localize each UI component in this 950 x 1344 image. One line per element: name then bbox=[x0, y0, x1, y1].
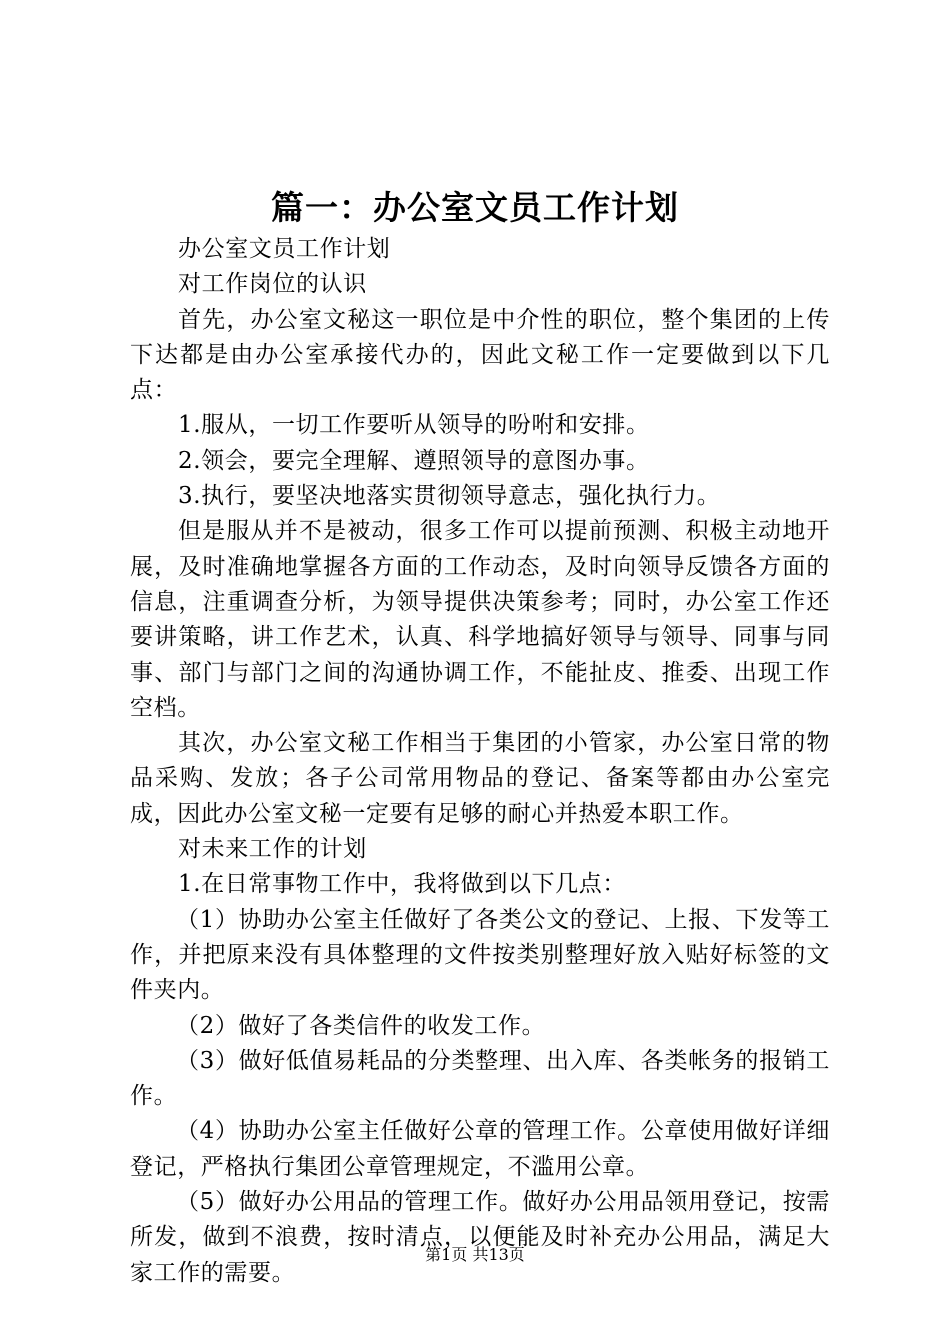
list-item-understand: 2.领会，要完全理解、遵照领导的意图办事。 bbox=[178, 447, 650, 474]
list-item-execute: 3.执行，要坚决地落实贯彻领导意志，强化执行力。 bbox=[178, 483, 721, 510]
page-footer: 第1页 共13页 bbox=[425, 1245, 525, 1264]
paragraph-heading-plan: 办公室文员工作计划 bbox=[178, 236, 391, 262]
list-item-documents: （1）协助办公室主任做好了各类公文的登记、上报、下发等工作，并把原来没有具体整理的文件按类别整理好放入贴好标签的文件夹内。 bbox=[130, 906, 830, 1004]
list-item-daily-work: 1.在日常事物工作中，我将做到以下几点： bbox=[178, 871, 626, 898]
paragraph-heading-future: 对未来工作的计划 bbox=[178, 836, 367, 863]
list-item-seals: （4）协助办公室主任做好公章的管理工作。公章使用做好详细登记，严格执行集团公章管理规定，不滥用公章。 bbox=[130, 1118, 830, 1180]
paragraph-first: 首先，办公室文秘这一职位是中介性的职位，整个集团的上传下达都是由办公室承接代办的，因此文秘工作一定要做到以下几点： bbox=[130, 306, 830, 404]
paragraph-second: 其次，办公室文秘工作相当于集团的小管家，办公室日常的物品采购、发放；各子公司常用物品的登记、备案等都由办公室完成，因此办公室文秘一定要有足够的耐心并热爱本职工作。 bbox=[130, 730, 830, 827]
paragraph-heading-role: 对工作岗位的认识 bbox=[178, 271, 367, 298]
document-title: 篇一：办公室文员工作计划 bbox=[271, 188, 679, 227]
list-item-obey: 1.服从，一切工作要听从领导的吩咐和安排。 bbox=[178, 412, 650, 439]
paragraph-proactive: 但是服从并不是被动，很多工作可以提前预测、积极主动地开展，及时准确地掌握各方面的工作动态，及时向领导反馈各方面的信息，注重调查分析，为领导提供决策参考；同时，办公室工作还要讲策略，讲工作艺术，认真、科学地搞好领导与领导、同事与同事、部门与部门之间的沟通协调工作，不能扯皮、推委、出现工作空档。 bbox=[130, 518, 830, 721]
list-item-mail: （2）做好了各类信件的收发工作。 bbox=[176, 1012, 546, 1039]
document-body bbox=[130, 232, 830, 1291]
list-item-consumables: （3）做好低值易耗品的分类整理、出入库、各类帐务的报销工作。 bbox=[130, 1047, 830, 1110]
list-item-office-supplies: （5）做好办公用品的管理工作。做好办公用品领用登记，按需所发，做到不浪费，按时清点，以便能及时补充办公用品，满足大家工作的需要。 bbox=[130, 1189, 830, 1286]
